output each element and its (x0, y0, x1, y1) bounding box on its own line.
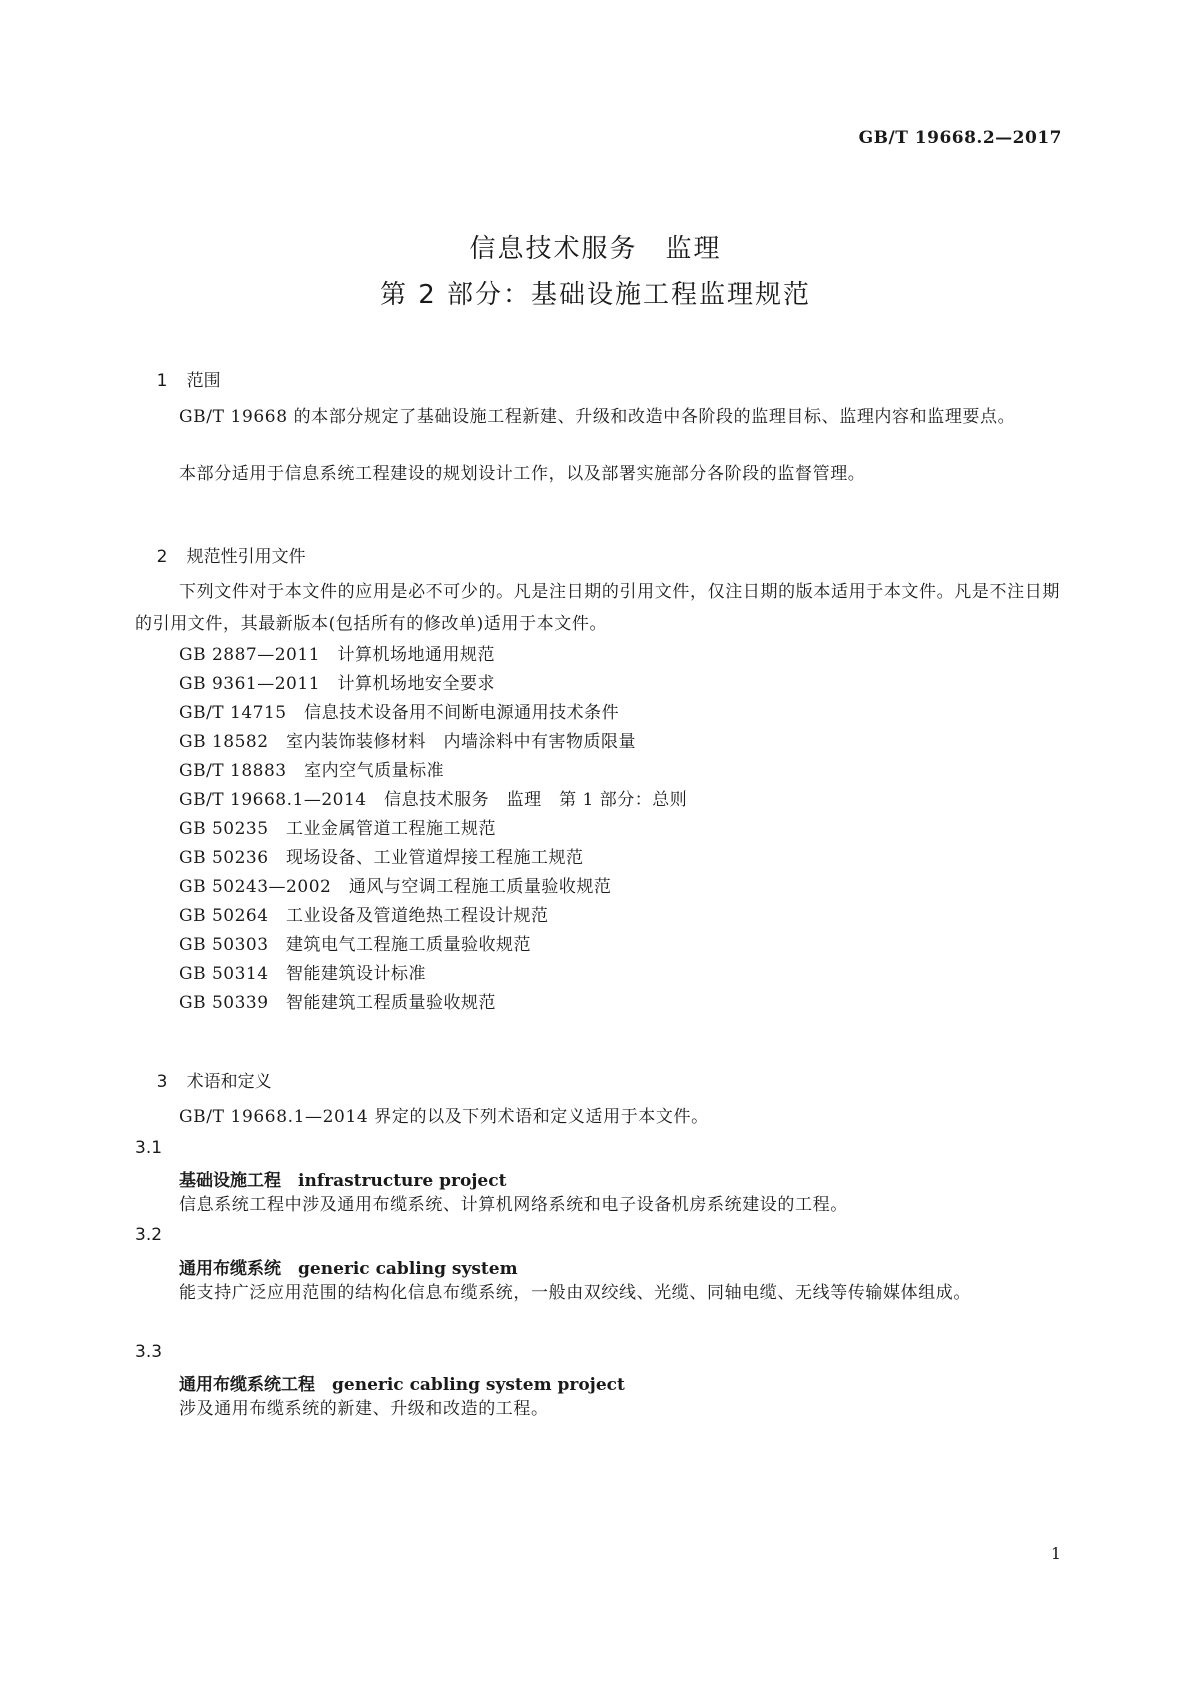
reference-item: GB/T 18883 室内空气质量标准 (179, 761, 445, 781)
term-definition: 涉及通用布缆系统的新建、升级和改造的工程。 (179, 1399, 549, 1419)
section-number: 1 (156, 371, 168, 391)
section-title: 术语和定义 (186, 1072, 272, 1092)
section-title: 范围 (186, 371, 221, 391)
section-title: 规范性引用文件 (186, 547, 306, 567)
document-title-line1: 信息技术服务 监理 (469, 234, 722, 264)
term-en: infrastructure project (298, 1171, 507, 1191)
reference-item: GB 50235 工业金属管道工程施工规范 (179, 819, 497, 839)
term-definition: 信息系统工程中涉及通用布缆系统、计算机网络系统和电子设备机房系统建设的工程。 (179, 1195, 848, 1215)
document-code: GB/T 19668.2—2017 (858, 128, 1062, 148)
document-title-line2: 第 2 部分：基础设施工程监理规范 (379, 280, 812, 310)
normative-refs-intro: 下列文件对于本文件的应用是必不可少的。凡是注日期的引用文件，仅注日期的版本适用于本文件。凡是不注日期的引用文件，其最新版本(包括所有的修改单)适用于本文件。 (135, 582, 1060, 634)
term-zh: 通用布缆系统工程 (179, 1375, 315, 1395)
reference-item: GB 50339 智能建筑工程质量验收规范 (179, 993, 497, 1013)
reference-item: GB 2887—2011 计算机场地通用规范 (179, 645, 496, 665)
reference-item: GB 18582 室内装饰装修材料 内墙涂料中有害物质限量 (179, 732, 637, 752)
reference-item: GB/T 19668.1—2014 信息技术服务 监理 第 1 部分：总则 (179, 790, 688, 810)
reference-item: GB 50303 建筑电气工程施工质量验收规范 (179, 935, 532, 955)
reference-item: GB 50243—2002 通风与空调工程施工质量验收规范 (179, 877, 612, 897)
page-number: 1 (1050, 1544, 1061, 1563)
terms-intro: GB/T 19668.1—2014 界定的以及下列术语和定义适用于本文件。 (179, 1107, 709, 1127)
reference-item: GB/T 14715 信息技术设备用不间断电源通用技术条件 (179, 703, 620, 723)
term-definition: 能支持广泛应用范围的结构化信息布缆系统，一般由双绞线、光缆、同轴电缆、无线等传输媒体组成。 (179, 1283, 971, 1303)
term-en: generic cabling system project (332, 1375, 625, 1395)
reference-item: GB 50236 现场设备、工业管道焊接工程施工规范 (179, 848, 584, 868)
term-en: generic cabling system (298, 1259, 518, 1279)
section-number: 3 (156, 1072, 168, 1092)
term-zh: 基础设施工程 (179, 1171, 281, 1191)
scope-paragraph-1: GB/T 19668 的本部分规定了基础设施工程新建、升级和改造中各阶段的监理目标、监理内容和监理要点。 (179, 407, 1016, 427)
reference-item: GB 9361—2011 计算机场地安全要求 (179, 674, 496, 694)
section-number: 2 (156, 547, 168, 567)
reference-item: GB 50314 智能建筑设计标准 (179, 964, 427, 984)
term-zh: 通用布缆系统 (179, 1259, 281, 1279)
term-number: 3.3 (135, 1342, 163, 1362)
term-number: 3.1 (135, 1138, 163, 1158)
scope-paragraph-2: 本部分适用于信息系统工程建设的规划设计工作，以及部署实施部分各阶段的监督管理。 (179, 464, 866, 484)
term-title (179, 1166, 506, 1191)
term-title (179, 1254, 518, 1279)
reference-item: GB 50264 工业设备及管道绝热工程设计规范 (179, 906, 549, 926)
term-title (179, 1370, 625, 1395)
term-number: 3.2 (135, 1225, 163, 1245)
